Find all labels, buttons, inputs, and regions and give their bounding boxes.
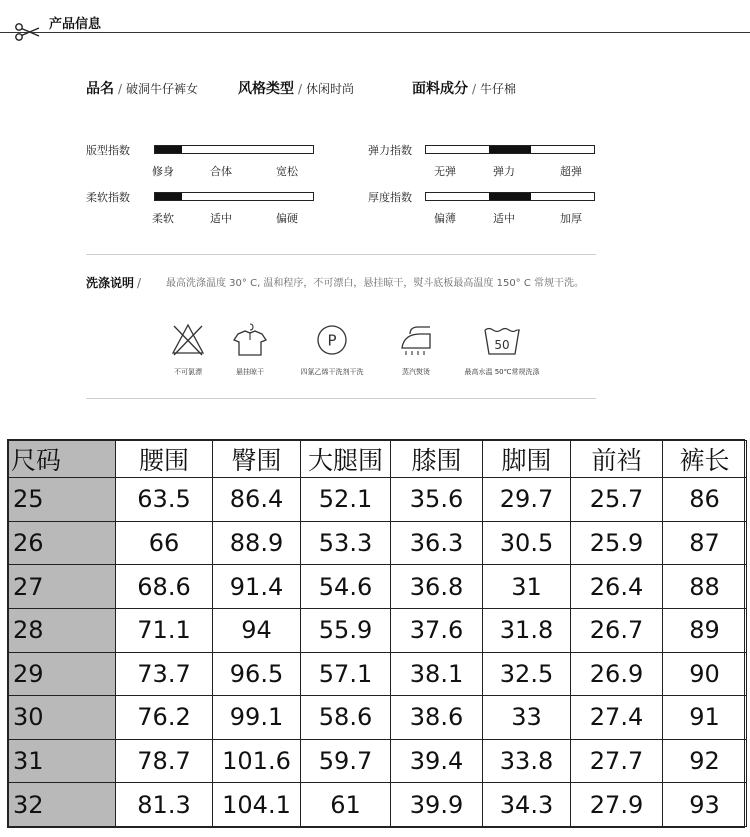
thickness-index-fill [489,193,532,200]
softness-index [86,189,326,229]
measurement-cell: 53.3 [301,521,391,565]
measurement-cell: 27.9 [571,783,663,827]
column-header: 裤长 [663,441,747,478]
style-type-label: 风格类型 [238,81,294,97]
measurement-cell: 39.4 [391,739,483,783]
measurement-cell: 71.1 [116,608,213,652]
measurement-cell: 58.6 [301,696,391,740]
measurement-cell: 87 [663,521,747,565]
care-caption: 蒸汽熨烫 [402,368,430,376]
measurement-cell: 54.6 [301,565,391,609]
measurement-cell: 92 [663,739,747,783]
size-cell: 27 [9,565,116,609]
softness-option: 偏硬 [276,212,298,225]
measurement-cell: 78.7 [116,739,213,783]
table-row [9,565,747,609]
measurement-cell: 52.1 [301,478,391,522]
measurement-cell: 104.1 [213,783,301,827]
thickness-option: 偏薄 [434,212,456,225]
fabric-value: 牛仔棉 [480,82,517,96]
divider [86,398,596,399]
measurement-cell: 29.7 [483,478,571,522]
measurement-cell: 86 [663,478,747,522]
elasticity-index-fill [489,146,532,153]
svg-text:50: 50 [494,338,510,352]
column-header: 尺码 [9,441,116,478]
wash-instructions: 最高洗涤温度 30° C, 温和程序，不可漂白，悬挂晾干，熨斗底板最高温度 150° C 常规干洗。 [166,278,585,289]
column-header: 大腿围 [301,441,391,478]
table-header-row [9,441,747,478]
elasticity-index-bar [425,145,595,154]
measurement-cell: 39.9 [391,783,483,827]
measurement-cell: 36.3 [391,521,483,565]
fabric-label: 面料成分 [412,81,468,97]
softness-option: 适中 [210,212,232,225]
section-title: 产品信息 [49,17,102,32]
header-rule [0,32,750,33]
measurement-cell: 27.7 [571,739,663,783]
column-header: 前裆 [571,441,663,478]
measurement-cell: 26.7 [571,608,663,652]
elasticity-option: 超弹 [560,165,582,178]
thickness-option: 加厚 [560,212,582,225]
measurement-cell: 73.7 [116,652,213,696]
thickness-option: 适中 [493,212,515,225]
dry-clean-p-icon [314,322,350,358]
measurement-cell: 55.9 [301,608,391,652]
size-chart [8,440,747,827]
fit-option: 修身 [152,165,174,178]
section-header [0,0,750,40]
thickness-index-label: 厚度指数 [368,191,412,204]
measurement-cell: 86.4 [213,478,301,522]
measurement-cell: 94 [213,608,301,652]
fabric-composition: 面料成分 / 牛仔棉 [412,81,517,97]
measurement-cell: 33 [483,696,571,740]
measurement-cell: 25.7 [571,478,663,522]
column-header: 臀围 [213,441,301,478]
size-cell: 28 [9,608,116,652]
measurement-cell: 61 [301,783,391,827]
table-row [9,783,747,827]
measurement-cell: 26.9 [571,652,663,696]
elasticity-option: 弹力 [493,165,515,178]
care-caption: 不可氯漂 [174,368,202,376]
fit-index-fill [155,146,182,153]
measurement-cell: 34.3 [483,783,571,827]
care-caption: 悬挂晾干 [236,368,264,376]
measurement-cell: 88.9 [213,521,301,565]
measurement-cell: 90 [663,652,747,696]
measurement-cell: 31 [483,565,571,609]
measurement-cell: 57.1 [301,652,391,696]
fit-option: 合体 [210,165,232,178]
size-cell: 31 [9,739,116,783]
table-row [9,652,747,696]
column-header: 腰围 [116,441,213,478]
measurement-cell: 96.5 [213,652,301,696]
measurement-cell: 99.1 [213,696,301,740]
measurement-cell: 33.8 [483,739,571,783]
fit-option: 宽松 [276,165,298,178]
measurement-cell: 68.6 [116,565,213,609]
measurement-cell: 31.8 [483,608,571,652]
softness-index-fill [155,193,182,200]
fit-index-label: 版型指数 [86,144,130,157]
elasticity-index [368,142,608,182]
fit-index [86,142,326,182]
care-dry-clean [284,322,380,382]
no-bleach-icon [170,322,206,358]
softness-index-bar [154,192,314,201]
elasticity-index-label: 弹力指数 [368,144,412,157]
column-header: 脚围 [483,441,571,478]
steam-iron-icon [396,322,436,358]
product-name: 品名 / 破洞牛仔裤女 [86,81,199,97]
table-row [9,478,747,522]
measurement-cell: 36.8 [391,565,483,609]
wash-title: 洗涤说明 / [86,276,142,290]
measurement-cell: 91 [663,696,747,740]
table-row [9,696,747,740]
measurement-cell: 76.2 [116,696,213,740]
measurement-cell: 88 [663,565,747,609]
measurement-cell: 38.6 [391,696,483,740]
table-row [9,739,747,783]
product-name-value: 破洞牛仔裤女 [126,82,199,96]
measurement-cell: 32.5 [483,652,571,696]
style-type: 风格类型 / 休闲时尚 [238,81,355,97]
measurement-cell: 26.4 [571,565,663,609]
care-steam-iron [368,322,464,382]
measurement-cell: 63.5 [116,478,213,522]
measurement-cell: 89 [663,608,747,652]
size-cell: 30 [9,696,116,740]
measurement-cell: 25.9 [571,521,663,565]
measurement-cell: 38.1 [391,652,483,696]
measurement-cell: 91.4 [213,565,301,609]
elasticity-option: 无弹 [434,165,456,178]
fit-index-bar [154,145,314,154]
care-wash-50 [454,322,550,382]
divider [86,254,596,255]
svg-text:P: P [327,331,337,350]
measurement-cell: 37.6 [391,608,483,652]
measurement-cell: 93 [663,783,747,827]
measurement-cell: 101.6 [213,739,301,783]
measurement-cell: 30.5 [483,521,571,565]
column-header: 膝围 [391,441,483,478]
product-name-label: 品名 [86,81,114,97]
table-row [9,521,747,565]
size-cell: 26 [9,521,116,565]
measurement-cell: 59.7 [301,739,391,783]
thickness-index [368,189,608,229]
care-caption: 四氯乙烯干洗剂干洗 [300,368,364,376]
wash-50-icon [482,322,522,358]
hang-dry-icon [230,322,270,358]
size-cell: 29 [9,652,116,696]
care-caption: 最高水温 50℃常规洗涤 [464,368,540,376]
size-table [7,439,745,828]
size-cell: 25 [9,478,116,522]
softness-option: 柔软 [152,212,174,225]
measurement-cell: 66 [116,521,213,565]
thickness-index-bar [425,192,595,201]
size-cell: 32 [9,783,116,827]
measurement-cell: 35.6 [391,478,483,522]
style-type-value: 休闲时尚 [306,82,355,96]
measurement-cell: 27.4 [571,696,663,740]
measurement-cell: 81.3 [116,783,213,827]
softness-index-label: 柔软指数 [86,191,130,204]
table-row [9,608,747,652]
